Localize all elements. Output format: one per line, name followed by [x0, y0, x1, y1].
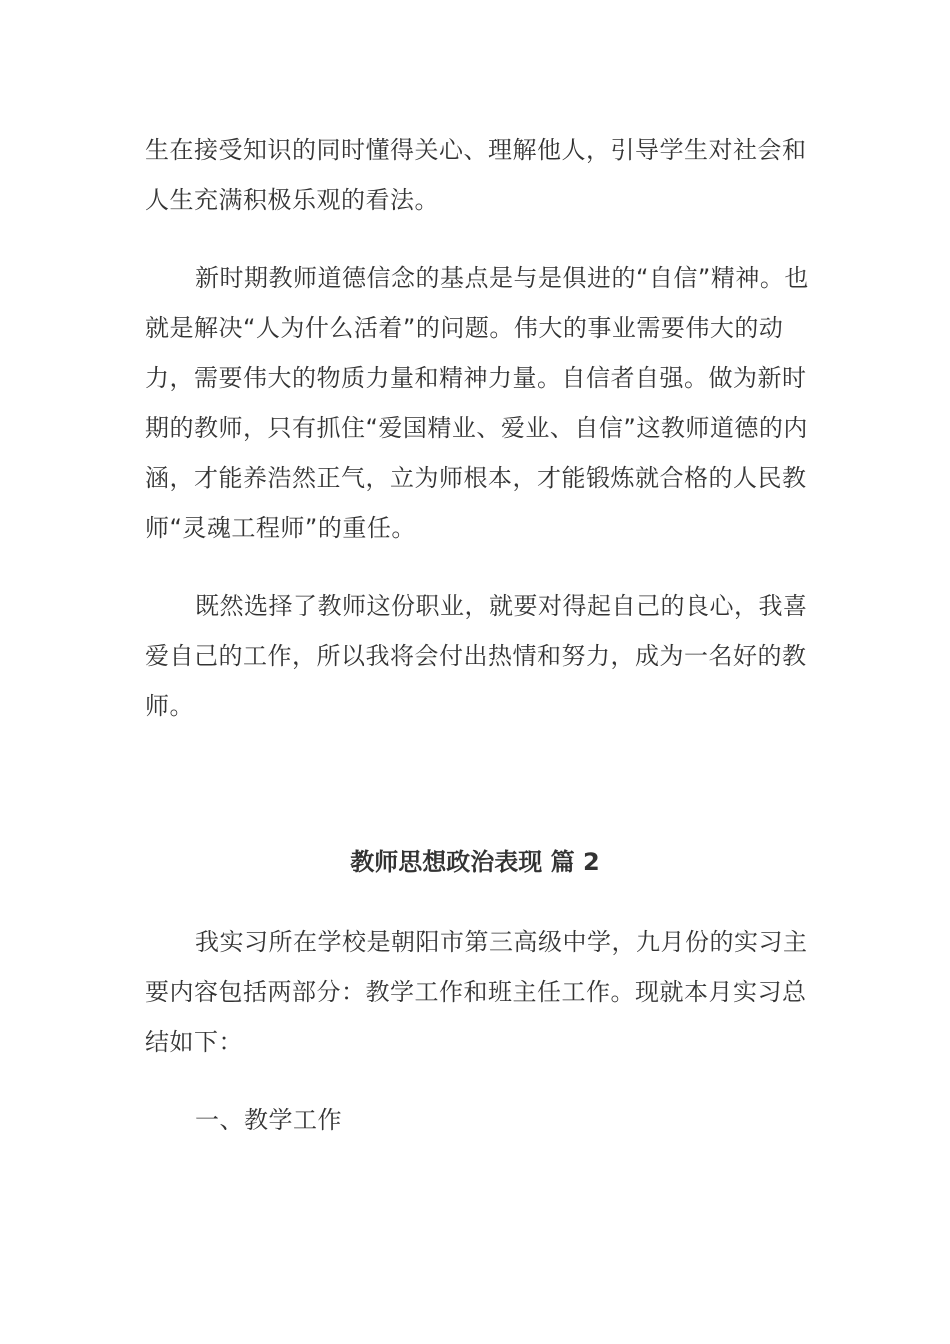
paragraph-internship-intro: 我实习所在学校是朝阳市第三高级中学，九月份的实习主要内容包括两部分：教学工作和班主任工作。现就本月实习总结如下：: [145, 928, 808, 1056]
subheading-teaching-work: 一、教学工作: [195, 1106, 342, 1134]
paragraph-career-choice: 既然选择了教师这份职业，就要对得起自己的良心，我喜爱自己的工作，所以我将会付出热情和努力，成为一名好的教师。: [145, 592, 808, 720]
section-title: 教师思想政治表现 篇 2: [350, 848, 600, 876]
paragraph-confidence-spirit: 新时期教师道德信念的基点是与是俱进的“自信”精神。也就是解决“人为什么活着”的问题。伟大的事业需要伟大的动力，需要伟大的物质力量和精神力量。自信者自强。做为新时期的教师，只有抓住“爱国精业、爱业、自信”这教师道德的内涵，才能养浩然正气，立为师根本，才能锻炼就合格的人民教师“灵魂工程师”的重任。: [145, 264, 809, 542]
paragraph-continuation: 生在接受知识的同时懂得关心、理解他人，引导学生对社会和人生充满积极乐观的看法。: [145, 136, 807, 214]
